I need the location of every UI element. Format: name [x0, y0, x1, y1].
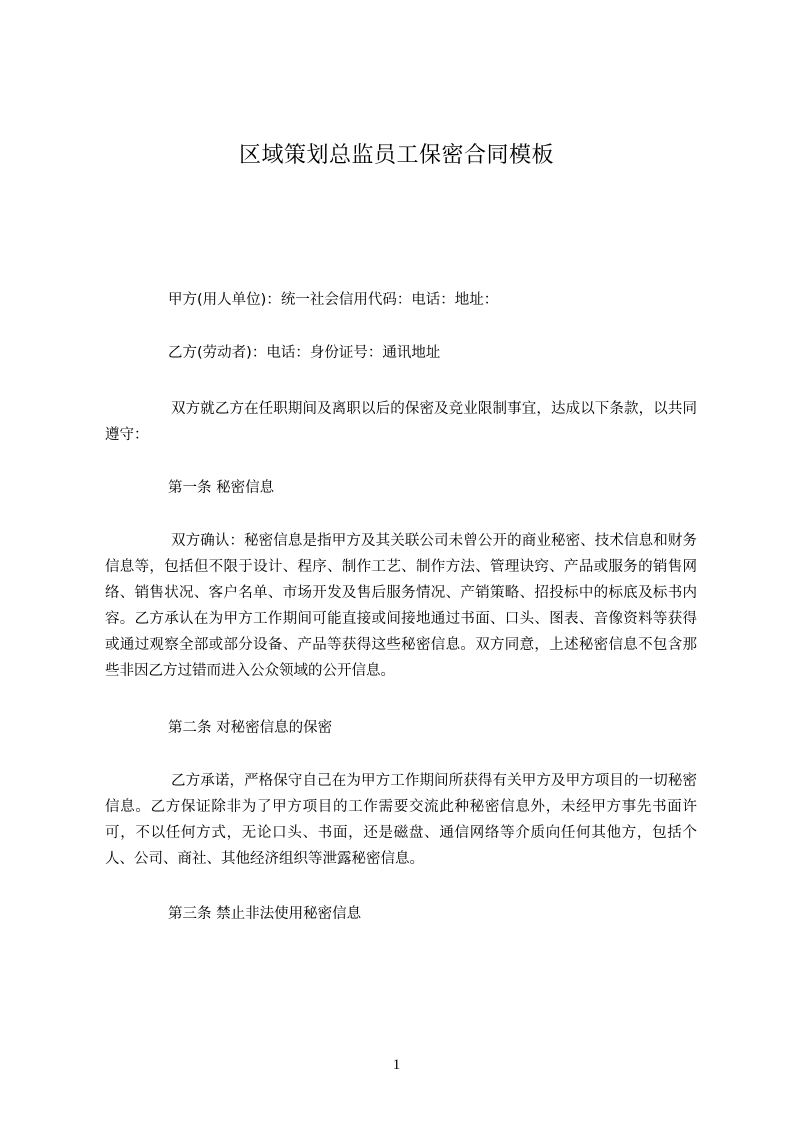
preamble-paragraph: 双方就乙方在任职期间及离职以后的保密及竞业限制事宜，达成以下条款，以共同遵守：: [105, 401, 697, 443]
section-2-heading: 第二条 对秘密信息的保密: [168, 720, 333, 736]
section-1-heading: 第一条 秘密信息: [168, 480, 275, 496]
party-b-line: 乙方(劳动者)：电话：身份证号：通讯地址: [168, 345, 441, 361]
section-2-body: 乙方承诺，严格保守自己在为甲方工作期间所获得有关甲方及甲方项目的一切秘密信息。乙方保证除非为了甲方项目的工作需要交流此种秘密信息外，未经甲方事先书面许可，不以任何方式，无论口头、书面，还是磁盘、通信网络等介质向任何其他方，包括个人、公司、商社、其他经济组织等泄露秘密信息。: [105, 773, 697, 867]
party-a-line: 甲方(用人单位)：统一社会信用代码：电话：地址：: [168, 292, 499, 308]
section-1-body: 双方确认：秘密信息是指甲方及其关联公司未曾公开的商业秘密、技术信息和财务信息等，包括但不限于设计、程序、制作工艺、制作方法、管理诀窍、产品或服务的销售网络、销售状况、客户名单、市场开发及售后服务情况、产销策略、招投标中的标底及标书内容。乙方承认在为甲方工作期间可能直接或间接地通过书面、口头、图表、音像资料等获得或通过观察全部或部分设备、产品等获得这些秘密信息。双方同意，上述秘密信息不包含那些非因乙方过错而进入公众领域的公开信息。: [105, 533, 697, 679]
section-3-heading: 第三条 禁止非法使用秘密信息: [168, 906, 362, 922]
page-number: 1: [392, 1057, 401, 1073]
document-title: 区域策划总监员工保密合同模板: [238, 143, 554, 168]
